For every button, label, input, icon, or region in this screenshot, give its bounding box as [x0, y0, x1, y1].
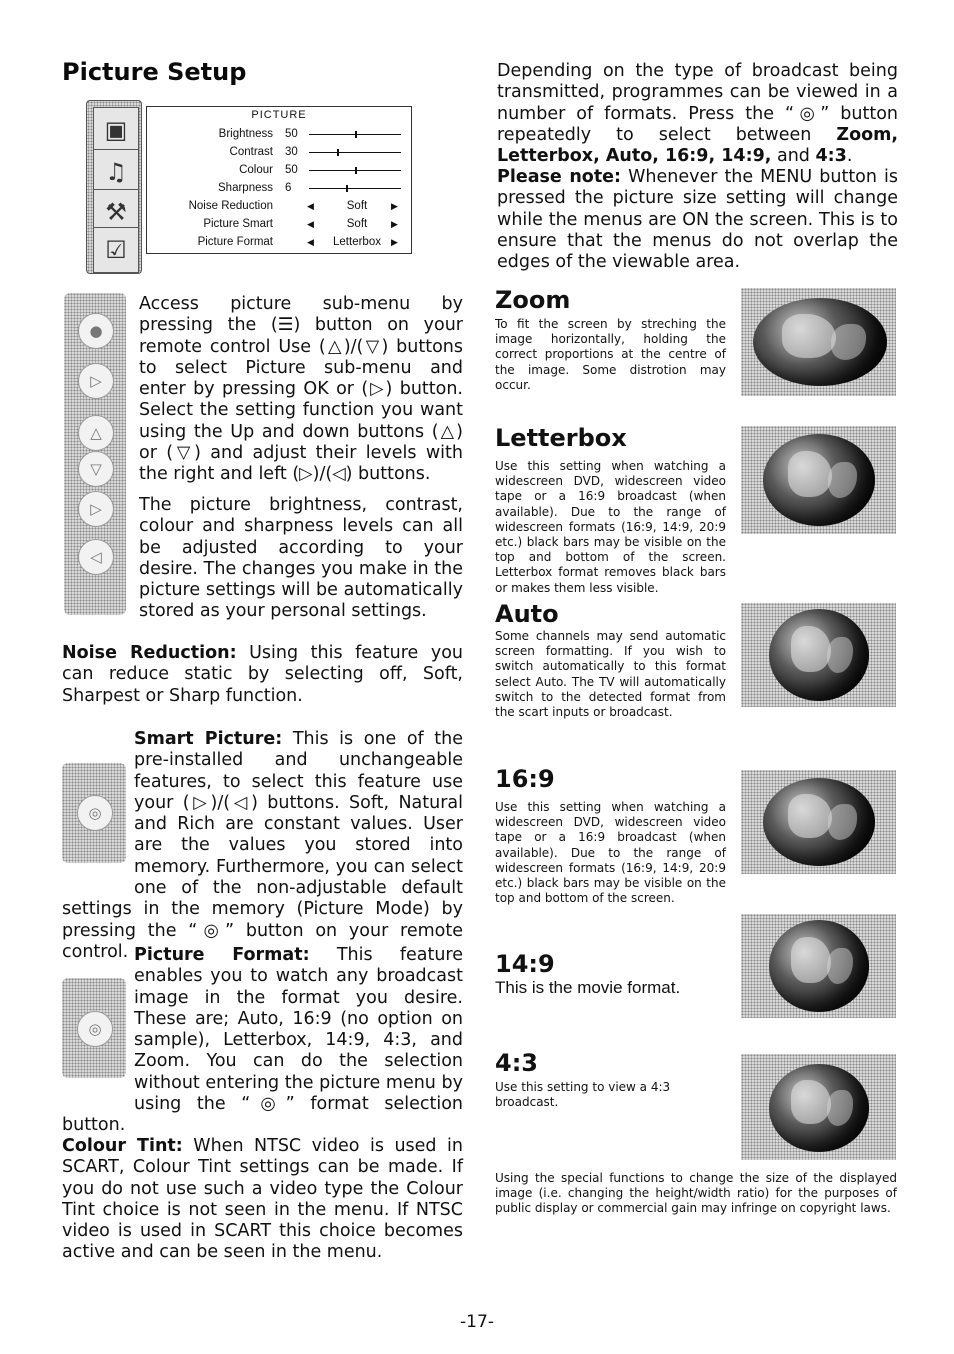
menu-row-value: Soft: [346, 218, 368, 230]
letterbox-text: Use this setting when watching a widescreen DVD, widescreen video tape or a 16:9 broadcast (when available). Due to the range of widescreen formats (16:9, 14:9, 20:9 etc.) black bars may be visible on the top and bottom of the screen. Letterbox format removes black bars or makes them less visible.: [495, 459, 726, 595]
format-169-title: 16:9: [495, 765, 555, 793]
slider-knob[interactable]: [346, 185, 348, 192]
right-arrow-icon[interactable]: ▶: [391, 219, 398, 229]
letterbox-image: [741, 426, 896, 534]
format-43-text: Use this setting to view a 4:3 broadcast.: [495, 1080, 671, 1110]
format-169-text: Use this setting when watching a widescreen DVD, widescreen video tape or a 16:9 broadcast (when available). Due to the range of widescreen formats (16:9, 14:9, 20:9 etc.) black bars may be visible on the top and bottom of the screen.: [495, 800, 726, 906]
menu-row-value-area: [281, 235, 407, 250]
smart-picture-paragraph: [62, 729, 463, 963]
menu-row-picture-smart[interactable]: [147, 217, 411, 232]
noise-reduction-text: Using this feature you can reduce static by selecting off, Soft, Sharpest or Sharp function.: [62, 643, 463, 706]
slider-track[interactable]: [309, 152, 401, 153]
menu-rows: [147, 127, 411, 253]
menu-button-icon: ●: [78, 313, 114, 349]
slider-knob[interactable]: [337, 149, 339, 156]
menu-row-label: Brightness: [218, 128, 273, 140]
menu-row-value-area: [281, 127, 407, 142]
left-arrow-icon[interactable]: ◀: [307, 201, 314, 211]
zoom-image: [741, 288, 896, 396]
colour-tint-paragraph: [62, 1136, 463, 1264]
slider-knob[interactable]: [355, 167, 357, 174]
letterbox-title: Letterbox: [495, 424, 627, 452]
zoom-title: Zoom: [495, 286, 571, 314]
menu-row-label: Contrast: [229, 146, 273, 158]
format-149-image: [741, 914, 896, 1018]
menu-row-value: 50: [285, 128, 298, 140]
copyright-note: Using the special functions to change the size of the displayed image (i.e. changing the height/width ratio) for the purposes of public display or commercial gain may infringe on copyright laws.: [495, 1171, 897, 1216]
page-title: Picture Setup: [62, 58, 247, 86]
feature-icon: ☑: [93, 227, 139, 273]
menu-row-label: Sharpness: [218, 182, 273, 194]
earth-globe-icon: [769, 920, 869, 1012]
earth-globe-icon: [753, 298, 887, 386]
adjust-paragraph: The picture brightness, contrast, colour and sharpness levels can all be adjusted according to your desire. The changes you make in the picture settings will be automatically stored as your personal settings.: [139, 495, 463, 622]
format-169-image: [741, 770, 896, 874]
remote-control-strip: [64, 293, 126, 615]
menu-row-picture-format[interactable]: [147, 235, 411, 250]
menu-row-label: Noise Reduction: [188, 200, 273, 212]
picture-format-label: Picture Format:: [134, 945, 310, 965]
menu-row-label: Colour: [239, 164, 273, 176]
menu-header: PICTURE: [251, 109, 307, 121]
intro-formats: Zoom, Letterbox, Auto, 16:9, 14:9,: [497, 124, 898, 167]
earth-globe-icon: [769, 1064, 869, 1152]
auto-title: Auto: [495, 600, 559, 628]
menu-icon-column: [86, 100, 142, 274]
earth-globe-icon: [763, 778, 875, 866]
intro-text: Depending on the type of broadcast being transmitted, programmes can be viewed in a number of formats. Press the “◎” button repeatedly to select between: [497, 61, 898, 145]
float-spacer: [62, 751, 134, 891]
menu-row-value-area: [281, 199, 407, 214]
right-arrow-icon[interactable]: ▶: [391, 237, 398, 247]
right-button-icon: ▷: [78, 363, 114, 399]
please-note-text: Whenever the MENU button is pressed the picture size setting will change while the menus are ON the screen. This is to ensure that the menus do not overlap the edges of the viewable area.: [497, 167, 898, 273]
format-43-title: 4:3: [495, 1049, 538, 1077]
picture-format-text: This feature enables you to watch any broadcast image in the format you desire. These are; Auto, 16:9 (no option on sample), Letterbox, 14:9, 4:3, and Zoom. You can do the selection without entering the picture menu by using the “◎” format selection button.: [62, 945, 463, 1136]
format-43-image: [741, 1054, 896, 1160]
menu-row-value: 30: [285, 146, 298, 158]
down-button-icon: ▽: [78, 451, 114, 487]
zoom-text: To fit the screen by streching the image horizontally, holding the correct proportions at the centre of the image. Some distrotion may occur.: [495, 317, 726, 392]
colour-tint-label: Colour Tint:: [62, 1136, 183, 1156]
please-note-paragraph: [497, 167, 898, 273]
menu-row-sharpness[interactable]: [147, 181, 411, 196]
noise-reduction-label: Noise Reduction:: [62, 643, 237, 663]
intro-paragraph: [497, 61, 898, 167]
noise-reduction-paragraph: [62, 643, 463, 707]
format-149-text: This is the movie format.: [495, 978, 681, 997]
picture-menu: [146, 106, 412, 254]
left-arrow-icon[interactable]: ◀: [307, 219, 314, 229]
menu-row-value-area: [281, 145, 407, 160]
smart-picture-label: Smart Picture:: [134, 729, 283, 749]
earth-globe-icon: [763, 434, 875, 526]
slider-knob[interactable]: [355, 131, 357, 138]
menu-row-value-area: [281, 217, 407, 232]
menu-row-value: Soft: [346, 200, 368, 212]
right-arrow-icon[interactable]: ▶: [391, 201, 398, 211]
please-note-label: Please note:: [497, 167, 622, 187]
menu-row-value-area: [281, 181, 407, 196]
menu-row-noise-reduction[interactable]: [147, 199, 411, 214]
left-arrow-icon[interactable]: ◀: [307, 237, 314, 247]
menu-row-label: Picture Format: [197, 236, 273, 248]
menu-row-colour[interactable]: [147, 163, 411, 178]
left-button-icon: ◁: [78, 539, 114, 575]
up-button-icon: △: [78, 415, 114, 451]
colour-tint-text: When NTSC video is used in SCART, Colour Tint settings can be made. If you do not use such a video type the Colour Tint choice is not seen in the menu. If NTSC video is used in SCART this choice becomes active and can be seen in the menu.: [62, 1136, 464, 1263]
menu-row-brightness[interactable]: [147, 127, 411, 142]
intro-format-43: 4:3: [815, 146, 847, 167]
access-paragraph: Access picture sub-menu by pressing the (☰) button on your remote control Use (△)/(▽) buttons to select Picture sub-menu and enter by pressing OK or (▷) button. Select the setting function you want using the Up and down buttons (△) or (▽) and adjust their levels with the right and left (▷)/(◁) buttons.: [139, 294, 463, 485]
earth-globe-icon: [769, 609, 869, 701]
slider-track[interactable]: [309, 188, 401, 189]
format-button-icon: ◎: [77, 1011, 113, 1047]
format-149-title: 14:9: [495, 950, 555, 978]
auto-text: Some channels may send automatic screen formatting. If you wish to switch automatically to this format select Auto. The TV will automatically switch to the detected format from the scart inputs or broadcast.: [495, 629, 726, 720]
intro-end: .: [846, 146, 853, 167]
menu-row-contrast[interactable]: [147, 145, 411, 160]
picture-mode-button-icon: ◎: [77, 795, 113, 831]
setup-icon: ⚒: [93, 189, 139, 235]
sound-icon: ♫: [93, 149, 139, 195]
menu-row-label: Picture Smart: [203, 218, 273, 230]
intro-and: and: [771, 146, 816, 167]
picture-icon: ▣: [93, 107, 139, 153]
picture-format-paragraph: [62, 945, 463, 1137]
auto-image: [741, 603, 896, 707]
smart-picture-text: This is one of the pre-installed and unchangeable features, to select this feature use your (▷)/(◁) buttons. Soft, Natural and Rich are constant values. User are the values you stored into memory. Furthermore, you can select one of the non-adjustable default settings in the memory (Picture Mode) by pressing the “◎” button on your remote control.: [62, 729, 463, 962]
picture-menu-screenshot: [86, 100, 416, 272]
float-spacer: [62, 967, 134, 1101]
menu-row-value-area: [281, 163, 407, 178]
menu-row-value: 50: [285, 164, 298, 176]
menu-row-value: 6: [285, 182, 292, 194]
right-button-icon: ▷: [78, 491, 114, 527]
menu-row-value: Letterbox: [333, 236, 381, 248]
page-number: -17-: [460, 1312, 494, 1332]
